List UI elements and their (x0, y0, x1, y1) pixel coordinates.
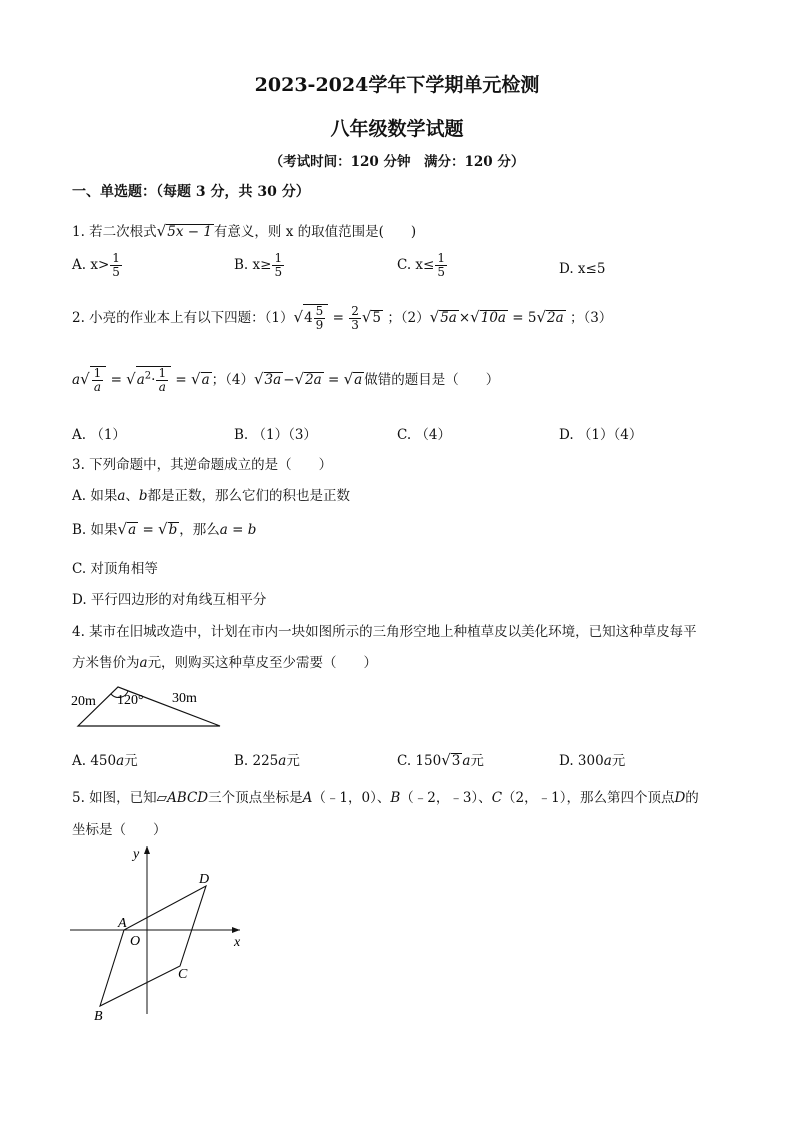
x-axis-arrow-icon (232, 927, 240, 933)
sqrt-icon: √ (117, 520, 128, 538)
fig-x-label: x (234, 935, 241, 950)
section-1-title: 一、单选题：（每题 3 分，共 30 分） (72, 184, 310, 200)
q2-e3-eq: = (110, 372, 122, 388)
q5-a-coord: （﹣1，0）、 (312, 790, 391, 806)
q1-a-den: 5 (112, 265, 120, 279)
q3-option-a[interactable] (72, 484, 350, 504)
q5-point-d: D (674, 790, 686, 806)
q3-a-post: 都是正数，那么它们的积也是正数 (147, 488, 351, 504)
q1-option-d[interactable]: D. x≤5 (559, 261, 606, 277)
q2-e4-minus: − (283, 372, 295, 388)
q2-e3-num: 1 (93, 366, 102, 380)
q4-b-pre: B. 225 (234, 753, 279, 769)
sqrt-icon: √ (343, 370, 354, 388)
sqrt-icon: √ (429, 308, 440, 326)
sqrt-icon: √ (253, 370, 264, 388)
sqrt-icon: √ (294, 370, 305, 388)
q5-point-c: C (491, 790, 503, 806)
fig-angle-label: 120° (117, 693, 144, 708)
sqrt-icon: √ (158, 520, 168, 538)
q2-e4-eq: = (328, 372, 340, 388)
q4-a-post: 元 (124, 753, 138, 769)
question-4-stem-line1: 4. 某市在旧城改造中，计划在市内一块如图所示的三角形空地上种植草皮以美化环境，已知这种草皮每平 (72, 624, 697, 640)
q1-a-num: 1 (112, 251, 120, 265)
question-2-stem-line1 (72, 304, 612, 332)
q3-a-mid: 、 (125, 488, 139, 504)
q4-c-pre: C. 150 (397, 753, 442, 769)
exam-title: 2023-2024学年下学期单元检测 (254, 74, 540, 96)
q2-e2-a: 5a (440, 310, 457, 326)
triangle-shape (78, 687, 220, 726)
q5-point-a: A (302, 790, 313, 806)
q2-tail: 做错的题目是（ ） (364, 372, 500, 388)
q2-e3-dot: · (151, 372, 156, 388)
fig-left-label: 20m (71, 694, 96, 709)
q5-parallelogram-figure (66, 842, 256, 1032)
q5-b-coord: （﹣2，﹣3）、 (400, 790, 492, 806)
sqrt-icon: √ (80, 370, 90, 388)
q2-option-a[interactable]: A. （1） (72, 427, 126, 443)
q2-e4-r: a (354, 372, 363, 388)
y-axis-arrow-icon (144, 846, 150, 854)
q4-d-pre: D. 300 (559, 753, 604, 769)
question-5-stem-line1 (72, 786, 699, 806)
q5-c-coord: （2，﹣1），那么第四个顶点 (502, 790, 675, 806)
q4-option-d[interactable] (559, 749, 625, 769)
q4-b-post: 元 (286, 753, 300, 769)
q2-e3-exp: 2 (144, 370, 152, 382)
q4-b-var: a (278, 753, 287, 769)
q2-e4-a: 3a (264, 372, 282, 388)
sqrt-icon: √ (191, 370, 201, 388)
q3-b-var-b: b (168, 522, 178, 538)
q1-b-den: 5 (274, 265, 283, 279)
sqrt-icon: √ (293, 308, 304, 326)
q1-text-post: 有意义，则 x 的取值范围是( ) (213, 224, 417, 240)
sqrt-icon: √ (470, 308, 480, 326)
q1-b-label: B. x≥ (234, 257, 272, 273)
q4-option-a[interactable] (72, 749, 138, 769)
q5-mid: 三个顶点坐标是 (208, 790, 303, 806)
q1-b-num: 1 (274, 251, 283, 265)
q3-a-var-a: a (117, 488, 126, 504)
q2-e2-times: × (458, 310, 471, 326)
q1-option-b[interactable] (234, 252, 285, 279)
q2-sep2: ；（2） (387, 310, 430, 326)
q2-option-b[interactable]: B. （1）（3） (234, 427, 317, 443)
q2-e2-c: 2a (547, 310, 564, 326)
fig-point-a-label: A (118, 916, 127, 931)
q4-line2-a: a (139, 655, 148, 671)
question-3-stem: 3. 下列命题中，其逆命题成立的是（ ） (72, 457, 333, 473)
q1-c-num: 1 (437, 251, 445, 265)
q2-option-c[interactable]: C. （4） (397, 427, 452, 443)
sqrt-icon: √ (536, 308, 547, 326)
fig-origin-label: O (130, 934, 141, 949)
q2-text-pre: 2. 小亮的作业本上有以下四题：（1） (72, 310, 294, 326)
q2-e1-r: 5 (372, 310, 382, 326)
q2-e2-eq: = 5 (512, 310, 537, 326)
q2-e1-rden: 3 (351, 318, 359, 332)
q2-option-d[interactable]: D. （1）（4） (559, 427, 643, 443)
q4-c-rad: 3 (451, 753, 461, 769)
q4-a-pre: A. 450 (72, 753, 117, 769)
q1-a-label: A. x> (72, 257, 110, 273)
q2-sep4: ；（4） (211, 372, 254, 388)
q2-e3-a: a (72, 372, 81, 388)
q3-b-pre: B. 如果 (72, 522, 118, 538)
q4-triangle-figure (68, 682, 228, 732)
q2-e3-eq2: = (175, 372, 187, 388)
q4-d-var: a (603, 753, 612, 769)
sqrt-icon: √ (156, 222, 167, 240)
q1-text-pre: 1. 若二次根式 (72, 224, 157, 240)
q4-option-c[interactable] (397, 749, 484, 769)
sqrt-icon: √ (361, 308, 372, 326)
sqrt-icon: √ (441, 751, 451, 769)
q4-d-post: 元 (611, 753, 626, 769)
q2-e1-rnum: 2 (351, 304, 359, 318)
exam-info: （考试时间：120 分钟 满分：120 分） (269, 154, 525, 170)
q2-e1-num: 5 (315, 304, 324, 318)
q2-e3-r: a (201, 372, 210, 388)
q3-option-c[interactable]: C. 对顶角相等 (72, 561, 158, 577)
q1-option-c[interactable] (397, 252, 448, 279)
q2-e4-b: 2a (305, 372, 322, 388)
question-2-stem-line2 (72, 366, 499, 394)
q2-sep3: ；（3） (569, 310, 613, 326)
q4-option-b[interactable] (234, 749, 300, 769)
q4-line2-pre: 方米售价为 (72, 655, 140, 671)
q3-option-b[interactable] (72, 518, 256, 538)
q2-e1-eq: = (332, 310, 344, 326)
question-4-stem-line2 (72, 651, 377, 671)
question-5-stem-line2: 坐标是（ ） (72, 822, 167, 838)
q2-e3-num2: 1 (158, 366, 167, 380)
exam-subtitle: 八年级数学试题 (330, 118, 464, 140)
fig-point-b-label: B (94, 1009, 103, 1024)
q4-line2-post: 元，则购买这种草皮至少需要（ ） (147, 655, 378, 671)
q1-c-den: 5 (437, 265, 445, 279)
q4-c-var: a (462, 753, 471, 769)
q4-c-post: 元 (470, 753, 484, 769)
q1-c-label: C. x≤ (397, 257, 435, 273)
q2-e1-den: 9 (315, 318, 324, 332)
q3-b-var-a: a (128, 522, 137, 538)
q2-e2-b: 10a (480, 310, 506, 326)
q2-e3-den2: a (158, 380, 166, 394)
fig-point-d-label: D (199, 872, 210, 887)
q3-b-mid: ，那么 (179, 522, 220, 538)
q3-b-eq: = (142, 522, 154, 538)
fig-right-label: 30m (172, 691, 197, 706)
q5-pre: 5. 如图，已知▱ (72, 790, 168, 806)
q5-point-b: B (390, 790, 401, 806)
q2-e1-int: 4 (304, 310, 313, 326)
q3-b-expr: a = b (219, 522, 257, 538)
q5-abcd: ABCD (167, 790, 209, 806)
parallelogram-abcd (100, 886, 206, 1006)
question-1-stem (72, 220, 416, 240)
q1-option-a[interactable] (72, 252, 123, 279)
q1-radicand: 5x − 1 (167, 224, 212, 240)
q2-e3-den: a (93, 380, 102, 394)
fig-y-label: y (133, 847, 140, 862)
q3-option-d[interactable]: D. 平行四边形的对角线互相平分 (72, 592, 267, 608)
q2-e3-b: a (136, 372, 145, 388)
sqrt-icon: √ (126, 370, 136, 388)
q3-a-pre: A. 如果 (72, 488, 118, 504)
fig-point-c-label: C (178, 967, 188, 982)
q5-end: 的 (685, 790, 699, 806)
q3-a-var-b: b (138, 488, 148, 504)
q4-a-var: a (116, 753, 125, 769)
